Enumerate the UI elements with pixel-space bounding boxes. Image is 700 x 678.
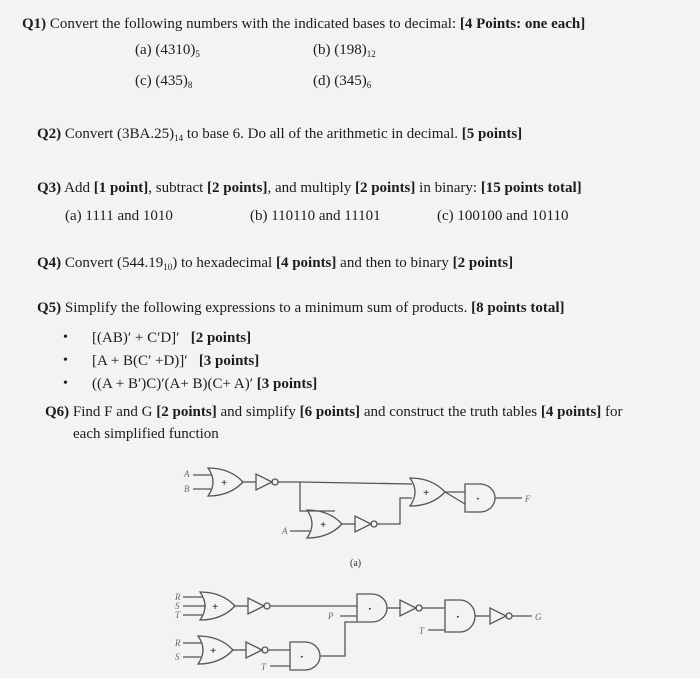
or-symbol: + (210, 645, 217, 657)
q3-text-3: , and multiply (267, 180, 355, 196)
q1-points: [4 Points: one each] (459, 16, 586, 32)
q5-item-2-points: [3 points] (198, 353, 260, 369)
q6-text-1: Find F and G (72, 404, 157, 420)
q3-points-3: [2 points] (354, 180, 416, 196)
q5-item-1-expr: [(AB)′ + C′D]′ (92, 330, 180, 346)
q3-text-1: Add (64, 180, 94, 196)
bullet-icon: • (63, 353, 68, 368)
q3-points-2: [2 points] (207, 180, 268, 196)
or-symbol: + (212, 601, 219, 613)
signal-label-g: G (535, 612, 542, 622)
q4-points-1: [4 points] (275, 255, 337, 271)
q5-label: Q5) (37, 300, 62, 316)
and-gate-3 (290, 642, 320, 670)
q6-label: Q6) (45, 404, 70, 420)
q6-points-2: [6 points] (299, 404, 361, 420)
q6-text-3: and construct the truth tables (360, 404, 541, 420)
and-symbol: · (368, 603, 372, 615)
q4-text-mid: ) to hexadecimal (172, 255, 276, 271)
q1-c-value: (c) (435) (135, 73, 188, 89)
signal-label-t: T (175, 610, 181, 620)
q5-text: Simplify the following expressions to a minimum sum of products. (64, 300, 468, 316)
and-symbol: · (300, 651, 304, 663)
q1-b-base: 12 (366, 49, 376, 59)
signal-label-f: F (525, 494, 531, 504)
q3-part-a: (a) 1111 and 1010 (65, 208, 173, 224)
q1-d-base: 6 (366, 80, 372, 90)
q3-points-1: [1 point] (93, 180, 149, 196)
q1-c-base: 8 (187, 80, 193, 90)
signal-label-r: R (175, 638, 181, 648)
and-gate-g (445, 600, 475, 632)
q4-points-2: [2 points] (452, 255, 514, 271)
signal-label-s: S (175, 652, 180, 662)
q2-text-post: to base 6. Do all of the arithmetic in decimal. (183, 126, 458, 142)
q4-text-post: and then to binary (336, 255, 453, 271)
or-symbol: + (320, 519, 327, 531)
q3-label: Q3) (37, 180, 62, 196)
q6-points-1: [2 points] (156, 404, 217, 420)
q4-text-pre: Convert (544.19 (64, 255, 164, 271)
q2-base: 14 (174, 133, 184, 143)
q5-item-3-expr: ((A + B′)C)′(A+ B)(C+ A)′ (92, 376, 254, 392)
and-gate-2 (357, 594, 387, 622)
inverter-3 (248, 598, 270, 614)
q5-points: [8 points total] (471, 300, 565, 316)
or-symbol: + (221, 477, 228, 489)
q5-item-1-points: [2 points] (190, 330, 252, 346)
signal-label-a: A (282, 526, 288, 536)
q1-a-base: 5 (195, 49, 200, 59)
q5-item-3-points: [3 points] (256, 376, 318, 392)
or-symbol: + (423, 487, 430, 499)
q3-text-4: in binary: (415, 180, 481, 196)
bullet-icon: • (63, 376, 68, 391)
signal-label-t: T (419, 626, 425, 636)
q4-label: Q4) (37, 255, 62, 271)
q1-label: Q1) (22, 16, 47, 32)
q6-points-3: [4 points] (540, 404, 602, 420)
signal-label-t: T (261, 662, 267, 672)
signal-label-p: P (328, 611, 334, 621)
q5-item-2-expr: [A + B(C′ +D)]′ (92, 353, 188, 369)
diagram-caption: (a) (350, 558, 362, 569)
signal-label-s: S (175, 601, 180, 611)
inverter-5 (490, 608, 512, 624)
and-gate-f (465, 484, 495, 512)
inverter-1 (256, 474, 278, 490)
bullet-icon: • (63, 330, 68, 345)
q3-part-b: (b) 110110 and 11101 (250, 208, 381, 224)
q1-a-value: (a) (4310) (135, 42, 196, 58)
inverter-2 (355, 516, 377, 532)
signal-label-a: A (184, 469, 190, 479)
q3-points-total: [15 points total] (480, 180, 582, 196)
inverter-6 (246, 642, 268, 658)
q3-text-2: , subtract (148, 180, 208, 196)
q1-d-value: (d) (345) (313, 73, 367, 89)
signal-label-r: R (175, 592, 181, 602)
q6-text-2: and simplify (216, 404, 300, 420)
q2-label: Q2) (37, 126, 62, 142)
and-symbol: · (476, 493, 480, 505)
q4-base: 10 (163, 262, 173, 272)
q3-part-c: (c) 100100 and 10110 (437, 208, 569, 224)
q2-text-pre: Convert (3BA.25) (64, 126, 175, 142)
q6-line-2: each simplified function (73, 426, 219, 442)
q6-text-4: for (601, 404, 623, 420)
signal-label-b: B (184, 484, 190, 494)
and-symbol: · (456, 611, 460, 623)
q2-points: [5 points] (461, 126, 523, 142)
q1-text: Convert the following numbers with the indicated bases to decimal: (49, 16, 457, 32)
inverter-4 (400, 600, 422, 616)
q1-b-value: (b) (198) (313, 42, 367, 58)
